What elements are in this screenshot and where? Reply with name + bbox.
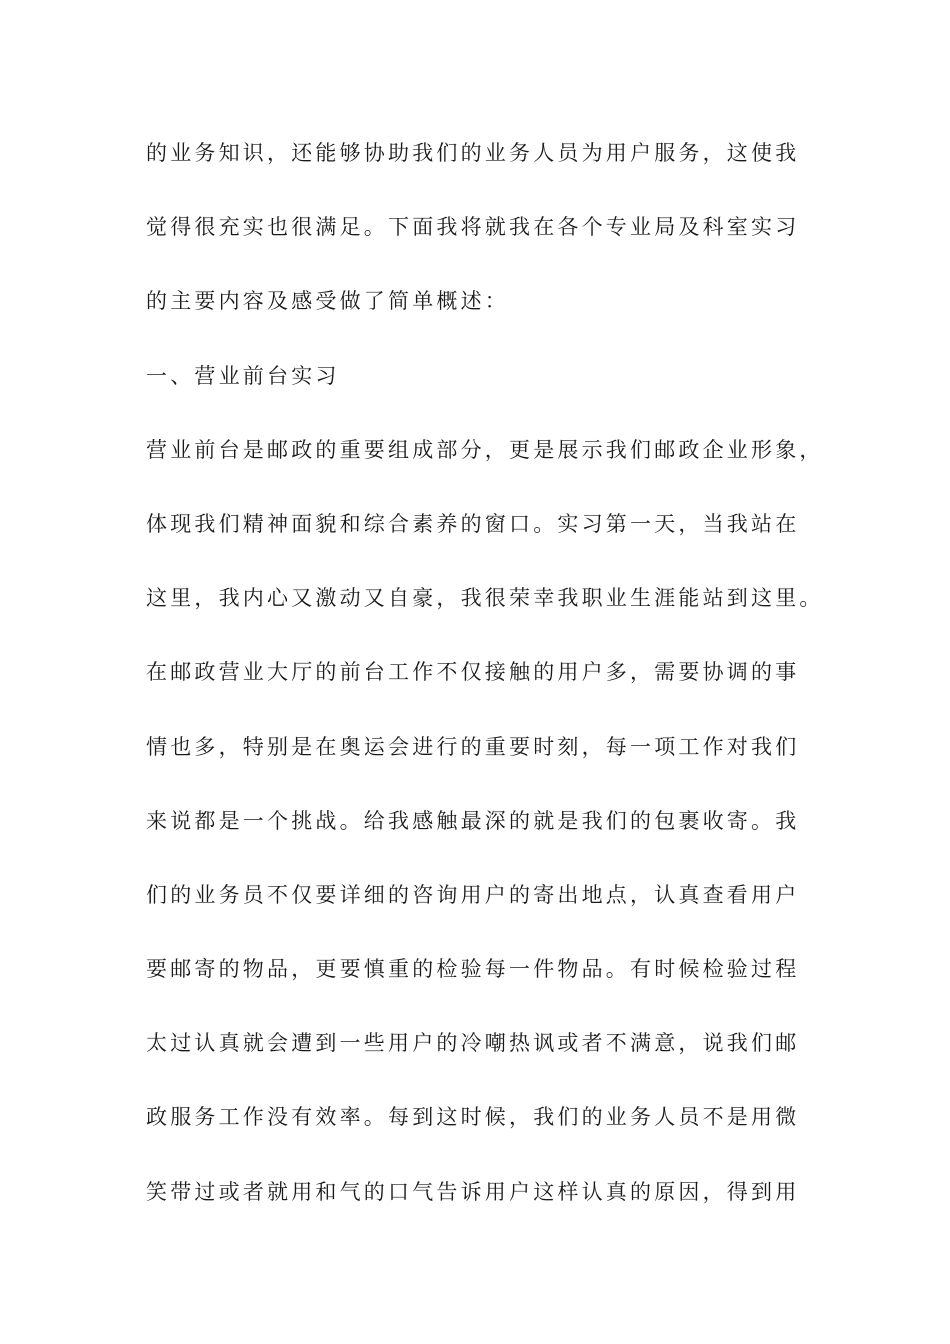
text-line: 们的业务员不仅要详细的咨询用户的寄出地点，认真查看用户 [146, 882, 800, 907]
text-line: 笑带过或者就用和气的口气告诉用户这样认真的原因，得到用 [146, 1179, 800, 1204]
text-line: 情也多，特别是在奥运会进行的重要时刻，每一项工作对我们 [146, 734, 800, 759]
text-line: 太过认真就会遭到一些用户的冷嘲热讽或者不满意，说我们邮 [146, 1031, 800, 1056]
text-line: 在邮政营业大厅的前台工作不仅接触的用户多，需要协调的事 [146, 660, 800, 685]
text-line: 这里，我内心又激动又自豪，我很荣幸我职业生涯能站到这里。 [146, 586, 824, 611]
text-line: 营业前台是邮政的重要组成部分，更是展示我们邮政企业形象， [146, 437, 824, 462]
section-heading: 一、营业前台实习 [146, 363, 340, 388]
text-line: 的业务知识，还能够协助我们的业务人员为用户服务，这使我 [146, 141, 800, 165]
text-line: 要邮寄的物品，更要慎重的检验每一件物品。有时候检验过程 [146, 957, 800, 982]
text-line: 觉得很充实也很满足。下面我将就我在各个专业局及科室实习 [146, 215, 800, 240]
text-line: 来说都是一个挑战。给我感触最深的就是我们的包裹收寄。我 [146, 808, 800, 833]
text-line: 的主要内容及感受做了简单概述： [146, 289, 509, 314]
text-line: 体现我们精神面貌和综合素养的窗口。实习第一天，当我站在 [146, 511, 800, 536]
body-text [146, 128, 836, 1241]
text-line: 政服务工作没有效率。每到这时候，我们的业务人员不是用微 [146, 1105, 800, 1130]
